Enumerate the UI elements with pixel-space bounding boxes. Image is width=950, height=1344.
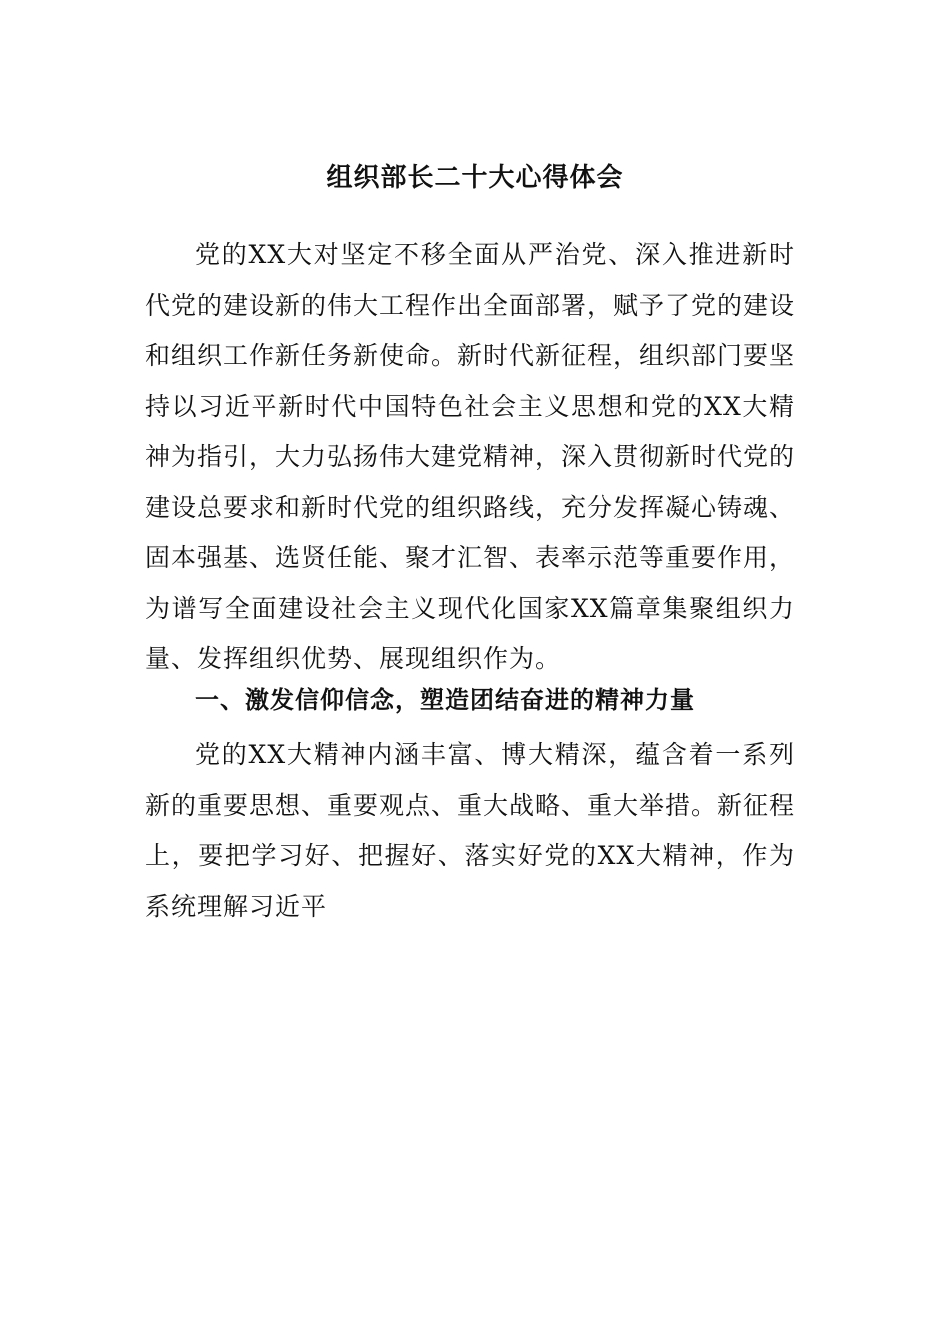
section-heading: 一、激发信仰信念，塑造团结奋进的精神力量 <box>195 686 695 714</box>
intro-paragraph: 党的XX大对坚定不移全面从严治党、深入推进新时代党的建设新的伟大工程作出全面部署，赋予了党的建设和组织工作新任务新使命。新时代新征程，组织部门要坚持以习近平新时代中国特色社会主义思想和党的XX大精神为指引，大力弘扬伟大建党精神，深入贯彻新时代党的建设总要求和新时代党的组织路线，充分发挥凝心铸魂、固本强基、选贤任能、聚才汇智、表率示范等重要作用，为谱写全面建设社会主义现代化国家XX篇章集聚组织力量、发挥组织优势、展现组织作为。 <box>145 240 796 673</box>
document-title: 组织部长二十大心得体会 <box>326 163 624 193</box>
section-paragraph: 党的XX大精神内涵丰富、博大精深，蕴含着一系列新的重要思想、重要观点、重大战略、重大举措。新征程上，要把学习好、把握好、落实好党的XX大精神，作为系统理解习近平 <box>145 740 796 921</box>
